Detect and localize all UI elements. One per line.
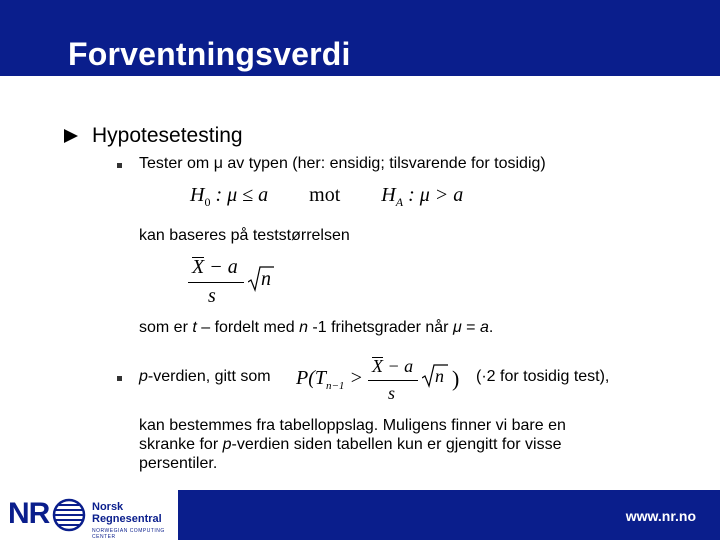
main-bullet-text: Hypotesetesting bbox=[92, 124, 243, 147]
p-value-formula: $P(T_{n-1}$ > X − a s n ) bbox=[296, 356, 460, 403]
triangle-bullet-icon bbox=[64, 129, 78, 143]
title-bar bbox=[0, 0, 720, 76]
square-bullet-icon bbox=[117, 163, 122, 168]
nr-logo bbox=[0, 490, 178, 540]
brand-line1: Norsk bbox=[92, 501, 124, 513]
main-bullet bbox=[64, 124, 243, 148]
slide-title: Forventningsverdi bbox=[68, 36, 351, 72]
item1-line3: som er t – fordelt med n -1 frihetsgrader når μ = a. bbox=[139, 319, 494, 336]
square-bullet-icon bbox=[117, 376, 122, 381]
brand-line2: Regnesentral bbox=[92, 513, 162, 525]
globe-icon bbox=[52, 498, 86, 532]
item1-line2: kan baseres på teststørrelsen bbox=[139, 227, 350, 244]
item1-text: Tester om μ av typen (her: ensidig; tilsvarende for tosidig) bbox=[139, 155, 546, 172]
logo-letters: NR bbox=[8, 497, 50, 530]
footer bbox=[0, 490, 720, 540]
item2-paragraph: kan bestemmes fra tabelloppslag. Muligens finner vi bare en skranke for p-verdien siden tabellen kun er gjengitt for visse persentiler. bbox=[139, 417, 566, 472]
footer-bar bbox=[178, 490, 720, 540]
item2-text: p-verdien, gitt som bbox=[139, 368, 271, 385]
item2-suffix: (·2 for tosidig test), bbox=[476, 368, 610, 385]
hypothesis-formula: $H_0$ : μ ≤ a mot $H_A$ : μ > a bbox=[190, 184, 464, 209]
website-link[interactable]: www.nr.no bbox=[625, 508, 696, 524]
brand-line3: NORWEGIAN COMPUTING CENTER bbox=[92, 528, 165, 540]
test-statistic-formula: X − a s n bbox=[188, 256, 288, 312]
